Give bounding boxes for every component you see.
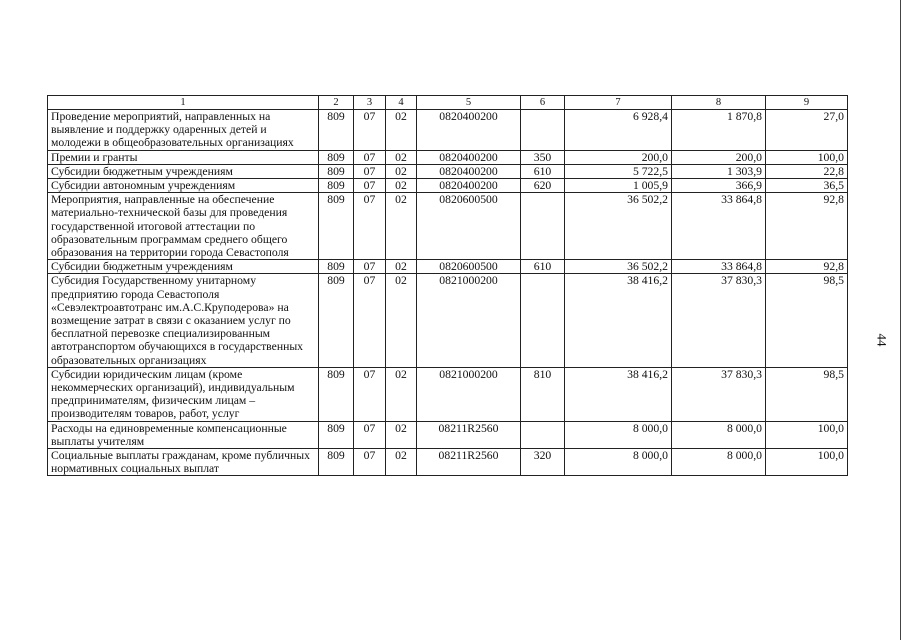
table-row xyxy=(48,421,848,448)
subsection-code-cell: 02 xyxy=(386,110,417,151)
section-code-cell: 07 xyxy=(354,164,386,178)
target-article-cell: 0821000200 xyxy=(417,274,521,367)
planned-amount-cell: 1 005,9 xyxy=(565,179,672,193)
section-code-cell: 07 xyxy=(354,110,386,151)
section-code-cell: 07 xyxy=(354,179,386,193)
expense-name-cell: Субсидии бюджетным учреждениям xyxy=(48,164,319,178)
column-header-5: 5 xyxy=(417,96,521,110)
table-row xyxy=(48,367,848,421)
ministry-code-cell: 809 xyxy=(319,164,354,178)
expense-name-cell: Премии и гранты xyxy=(48,150,319,164)
ministry-code-cell: 809 xyxy=(319,367,354,421)
expense-type-cell: 610 xyxy=(521,260,565,274)
section-code-cell: 07 xyxy=(354,260,386,274)
expense-type-cell xyxy=(521,421,565,448)
page-number: 44 xyxy=(874,333,890,347)
planned-amount-cell: 8 000,0 xyxy=(565,449,672,476)
expense-name-cell: Субсидии бюджетным учреждениям xyxy=(48,260,319,274)
expense-type-cell: 810 xyxy=(521,367,565,421)
column-header-6: 6 xyxy=(521,96,565,110)
ministry-code-cell: 809 xyxy=(319,193,354,260)
planned-amount-cell: 38 416,2 xyxy=(565,367,672,421)
expense-name-cell: Расходы на единовременные компенсационные выплаты учителям xyxy=(48,421,319,448)
column-header-7: 7 xyxy=(565,96,672,110)
ministry-code-cell: 809 xyxy=(319,110,354,151)
section-code-cell: 07 xyxy=(354,367,386,421)
column-header-9: 9 xyxy=(766,96,848,110)
subsection-code-cell: 02 xyxy=(386,449,417,476)
planned-amount-cell: 6 928,4 xyxy=(565,110,672,151)
section-code-cell: 07 xyxy=(354,274,386,367)
expense-name-cell: Мероприятия, направленные на обеспечение материально-технической базы для проведения государственной итоговой аттестации по образовательным программам среднего общего образования на территории города Севастополя xyxy=(48,193,319,260)
subsection-code-cell: 02 xyxy=(386,150,417,164)
section-code-cell: 07 xyxy=(354,421,386,448)
execution-percent-cell: 100,0 xyxy=(766,421,848,448)
execution-percent-cell: 36,5 xyxy=(766,179,848,193)
ministry-code-cell: 809 xyxy=(319,150,354,164)
executed-amount-cell: 37 830,3 xyxy=(672,367,766,421)
executed-amount-cell: 8 000,0 xyxy=(672,421,766,448)
expense-type-cell xyxy=(521,110,565,151)
scan-edge-line xyxy=(900,0,901,640)
section-code-cell: 07 xyxy=(354,193,386,260)
table-body xyxy=(48,96,848,476)
executed-amount-cell: 1 303,9 xyxy=(672,164,766,178)
subsection-code-cell: 02 xyxy=(386,274,417,367)
executed-amount-cell: 366,9 xyxy=(672,179,766,193)
subsection-code-cell: 02 xyxy=(386,193,417,260)
section-code-cell: 07 xyxy=(354,150,386,164)
planned-amount-cell: 36 502,2 xyxy=(565,260,672,274)
target-article-cell: 0821000200 xyxy=(417,367,521,421)
executed-amount-cell: 37 830,3 xyxy=(672,274,766,367)
expense-type-cell: 350 xyxy=(521,150,565,164)
target-article-cell: 0820600500 xyxy=(417,260,521,274)
target-article-cell: 08211R2560 xyxy=(417,449,521,476)
subsection-code-cell: 02 xyxy=(386,164,417,178)
column-header-3: 3 xyxy=(354,96,386,110)
execution-percent-cell: 98,5 xyxy=(766,274,848,367)
table-row xyxy=(48,193,848,260)
target-article-cell: 0820400200 xyxy=(417,179,521,193)
table-row xyxy=(48,274,848,367)
ministry-code-cell: 809 xyxy=(319,179,354,193)
target-article-cell: 08211R2560 xyxy=(417,421,521,448)
planned-amount-cell: 200,0 xyxy=(565,150,672,164)
planned-amount-cell: 5 722,5 xyxy=(565,164,672,178)
execution-percent-cell: 98,5 xyxy=(766,367,848,421)
expense-type-cell xyxy=(521,193,565,260)
execution-percent-cell: 92,8 xyxy=(766,260,848,274)
column-header-8: 8 xyxy=(672,96,766,110)
table-row xyxy=(48,179,848,193)
executed-amount-cell: 8 000,0 xyxy=(672,449,766,476)
table-row xyxy=(48,260,848,274)
execution-percent-cell: 92,8 xyxy=(766,193,848,260)
table-row xyxy=(48,150,848,164)
expense-name-cell: Субсидии автономным учреждениям xyxy=(48,179,319,193)
target-article-cell: 0820400200 xyxy=(417,150,521,164)
subsection-code-cell: 02 xyxy=(386,179,417,193)
ministry-code-cell: 809 xyxy=(319,260,354,274)
execution-percent-cell: 100,0 xyxy=(766,449,848,476)
expense-type-cell xyxy=(521,274,565,367)
executed-amount-cell: 1 870,8 xyxy=(672,110,766,151)
executed-amount-cell: 200,0 xyxy=(672,150,766,164)
expense-name-cell: Субсидии юридическим лицам (кроме некоммерческих организаций), индивидуальным предпринимателям, физическим лицам – производителям товаров, работ, услуг xyxy=(48,367,319,421)
execution-percent-cell: 27,0 xyxy=(766,110,848,151)
column-header-1: 1 xyxy=(48,96,319,110)
expense-type-cell: 620 xyxy=(521,179,565,193)
target-article-cell: 0820400200 xyxy=(417,110,521,151)
planned-amount-cell: 38 416,2 xyxy=(565,274,672,367)
target-article-cell: 0820400200 xyxy=(417,164,521,178)
expense-name-cell: Субсидия Государственному унитарному предприятию города Севастополя «Севэлектроавтотранс им.А.С.Круподерова» на возмещение затрат в связи с оказанием услуг по бесплатной перевозке специализированным автотранспортом обучающихся в государственных образовательных организациях xyxy=(48,274,319,367)
planned-amount-cell: 8 000,0 xyxy=(565,421,672,448)
expense-name-cell: Социальные выплаты гражданам, кроме публичных нормативных социальных выплат xyxy=(48,449,319,476)
table-row xyxy=(48,110,848,151)
section-code-cell: 07 xyxy=(354,449,386,476)
table-row xyxy=(48,449,848,476)
subsection-code-cell: 02 xyxy=(386,260,417,274)
expense-type-cell: 320 xyxy=(521,449,565,476)
ministry-code-cell: 809 xyxy=(319,421,354,448)
subsection-code-cell: 02 xyxy=(386,367,417,421)
budget-table xyxy=(47,95,848,476)
column-header-2: 2 xyxy=(319,96,354,110)
ministry-code-cell: 809 xyxy=(319,449,354,476)
expense-name-cell: Проведение мероприятий, направленных на выявление и поддержку одаренных детей и молодежи в общеобразовательных организациях xyxy=(48,110,319,151)
table-row xyxy=(48,164,848,178)
column-header-4: 4 xyxy=(386,96,417,110)
executed-amount-cell: 33 864,8 xyxy=(672,260,766,274)
expense-type-cell: 610 xyxy=(521,164,565,178)
subsection-code-cell: 02 xyxy=(386,421,417,448)
execution-percent-cell: 100,0 xyxy=(766,150,848,164)
target-article-cell: 0820600500 xyxy=(417,193,521,260)
planned-amount-cell: 36 502,2 xyxy=(565,193,672,260)
ministry-code-cell: 809 xyxy=(319,274,354,367)
column-number-row xyxy=(48,96,848,110)
execution-percent-cell: 22,8 xyxy=(766,164,848,178)
executed-amount-cell: 33 864,8 xyxy=(672,193,766,260)
